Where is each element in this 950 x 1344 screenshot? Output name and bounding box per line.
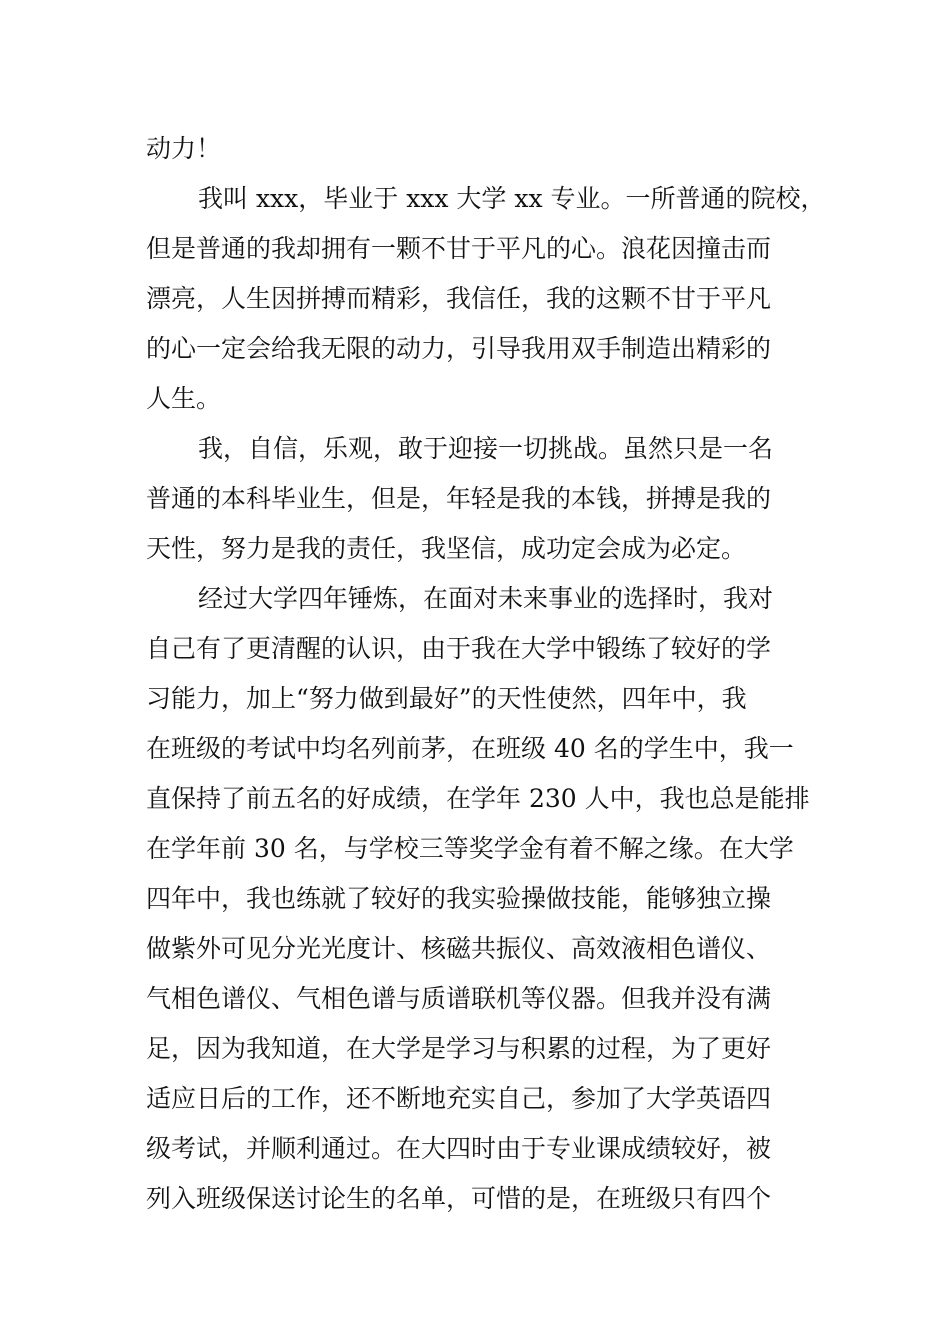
text-line: 天性，努力是我的责任，我坚信，成功定会成为必定。 xyxy=(146,534,747,563)
text-line: 的心一定会给我无限的动力，引导我用双手制造出精彩的 xyxy=(146,334,772,363)
text-line: 自己有了更清醒的认识，由于我在大学中锻练了较好的学 xyxy=(146,634,772,663)
text-line: 漂亮，人生因拼搏而精彩，我信任，我的这颗不甘于平凡 xyxy=(146,284,772,313)
text-line: 我，自信，乐观，敢于迎接一切挑战。虽然只是一名 xyxy=(198,434,774,463)
text-line: 但是普通的我却拥有一颗不甘于平凡的心。浪花因撞击而 xyxy=(146,234,772,263)
text-line: 习能力，加上“努力做到最好”的天性使然，四年中，我 xyxy=(146,684,747,713)
text-line: 列入班级保送讨论生的名单，可惜的是，在班级只有四个 xyxy=(146,1184,772,1213)
text-line: 做紫外可见分光光度计、核磁共振仪、高效液相色谱仪、 xyxy=(146,934,772,963)
text-line: 级考试，并顺利通过。在大四时由于专业课成绩较好，被 xyxy=(146,1134,772,1163)
text-line: 足，因为我知道，在大学是学习与积累的过程，为了更好 xyxy=(146,1034,772,1063)
text-line: 经过大学四年锤炼，在面对未来事业的选择时，我对 xyxy=(198,584,774,613)
text-line: 我叫 xxx，毕业于 xxx 大学 xx 专业。一所普通的院校， xyxy=(198,184,826,213)
text-line: 四年中，我也练就了较好的我实验操做技能，能够独立操 xyxy=(146,884,772,913)
text-line: 气相色谱仪、气相色谱与质谱联机等仪器。但我并没有满 xyxy=(146,984,772,1013)
text-line: 适应日后的工作，还不断地充实自己，参加了大学英语四 xyxy=(146,1084,772,1113)
text-line: 直保持了前五名的好成绩，在学年 230 人中，我也总是能排 xyxy=(146,784,810,813)
text-line: 在学年前 30 名，与学校三等奖学金有着不解之缘。在大学 xyxy=(146,834,794,863)
text-line: 普通的本科毕业生，但是，年轻是我的本钱，拼搏是我的 xyxy=(146,484,772,513)
text-line: 动力！ xyxy=(146,134,222,163)
document-body xyxy=(146,124,826,1224)
text-line: 在班级的考试中均名列前茅，在班级 40 名的学生中，我一 xyxy=(146,734,794,763)
text-line: 人生。 xyxy=(146,384,222,413)
